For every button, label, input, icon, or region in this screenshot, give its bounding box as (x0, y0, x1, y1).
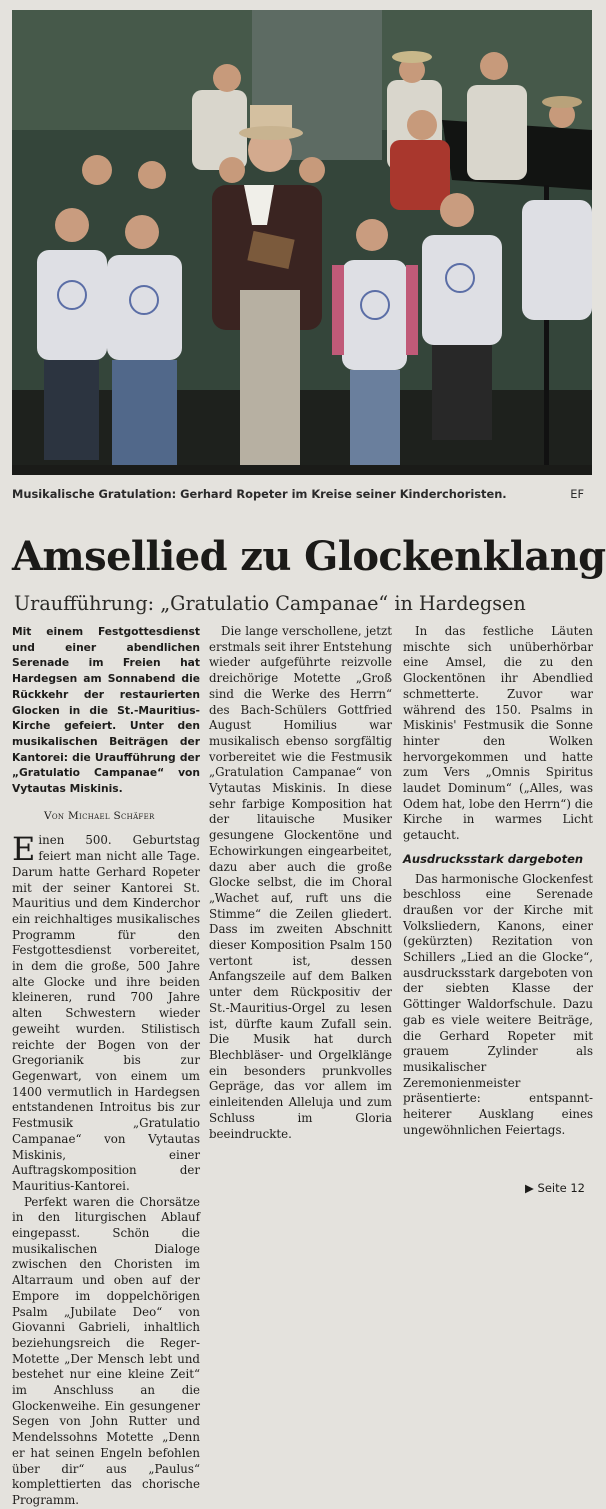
continued-on-page-link[interactable]: ▶ Seite 12 (521, 1181, 585, 1197)
article-column-3 (403, 624, 593, 1200)
body-paragraph-1-text: inen 500. Geburtstag feiert man nicht alle Tage. Darum hatte Gerhard Ropeter mit der seiner Kantorei St. Mauritius und dem Kinderchor ein reichhaltiges musikalisches Programm für den Festgottesdienst vorbereitet, in dem die große, 500 Jahre alte Glocke und ihre beiden kleineren, rund 700 Jahre alten Schwestern wieder geweiht wurden. Stilistisch reichte der Bogen von der Gregorianik bis zur Gegenwart, von einem um 1400 vermutlich in Hardegsen entstandenen Introitus bis zur Festmusik „Gratulatio Campanae“ von Vytautas Miskinis, einer Auftragskomposition der Mauritius-Kantorei. (12, 833, 200, 1193)
article-byline: Von Michael Schäfer (44, 809, 155, 822)
body-paragraph-2: Perfekt waren die Chorsätze in den liturgischen Ablauf eingepasst. Schön die musikalischen Dialoge zwischen den Choristen im Altarraum und oben auf der Empore im doppelchörigen Psalm „Jubilate Deo“ von Giovanni Gabrieli, inhaltlich beziehungsreich die Reger-Motette „Der Mensch lebt und bestehet nur eine kleine Zeit“ im Anschluss an die Glockenweihe. Ein gesungener Segen von John Rutter und Mendelssohns Motette „Denn er hat seinen Engeln befohlen über dir“ aus „Paulus“ komplettierten das chorische Programm. (12, 1194, 200, 1507)
drop-cap: E (12, 830, 36, 869)
article-column-1 (12, 624, 200, 1507)
article-interheading: Ausdrucksstark dargeboten (403, 851, 584, 866)
article-lead: Mit einem Festgottesdienst und einer abendlichen Serenade im Freien hat Hardegsen am Sonnabend die Rückkehr der restaurierten Glocken in die St.-Mauritius-Kirche gefeiert. Unter den musikalischen Beiträgen der Kantorei: die Uraufführung der „Gratulatio Campanae“ von Vytautas Miskinis. (12, 625, 200, 796)
article-column-2 (209, 624, 392, 1200)
caption-text: Musikalische Gratulation: Gerhard Ropeter im Kreise seiner Kinderchoristen. (12, 487, 507, 501)
body-paragraph-5: Das harmonische Glockenfest beschloss eine Serenade draußen vor der Kirche mit Volksliedern, Kanons, einer (gekürzten) Rezitation von Schillers „Lied an die Glocke“, ausdrucksstark dargeboten von der siebten Klasse der Göttinger Waldorfschule. Dazu gab es viele weitere Beiträge, die Gerhard Ropeter mit grauem Zylinder als musikalischer Zeremonienmeister präsentierte: entspannt-heiterer Ausklang eines ungewöhnlichen Feiertags. (403, 871, 593, 1137)
article-photo (12, 10, 592, 475)
body-paragraph-3: Die lange verschollene, jetzt erstmals seit ihrer Entstehung wieder aufgeführte reizvolle dreichörige Motette „Groß sind die Werke des Herrn“ des Bach-Schülers Gottfried August Homilius war musikalisch ebenso sorgfältig vorbereitet wie die Festmusik „Gratulation Campanae“ von Vytautas Miskinis. In diese sehr farbige Komposition hat der litauische Musiker gesungene Glockentöne und Echowirkungen eingearbeitet, dazu aber auch die große Glocke selbst, die im Choral „Wachet auf, ruft uns die Stimme“ die Zeilen gliedert. Dass im zweiten Abschnitt dieser Komposition Psalm 150 vertont ist, dessen Anfangszeile auf dem Balken unter dem Rückpositiv der St.-Mauritius-Orgel zu lesen ist, dürfte kaum Zufall sein. Die Musik hat durch Blechbläser- und Orgelklänge ein besonders prunkvolles Gepräge, das vor allem im einleitenden Alleluja und zum Schluss im Gloria beeindruckte. (209, 624, 392, 1141)
photo-credit: EF (570, 487, 584, 501)
article-subheadline: Uraufführung: „Gratulatio Campanae“ in Hardegsen (14, 592, 526, 615)
article-headline: Amsellied zu Glockenklang (12, 533, 606, 580)
body-paragraph-4: In das festliche Läuten mischte sich unüberhörbar eine Amsel, die zu den Glockentönen ihr Abendlied schmetterte. Zuvor war während des 150. Psalms in Miskinis' Festmusik die Sonne hinter den Wolken hervorgekommen und hatte zum Vers „Omnis Spiritus laudet Dominum“ („Alles, was Odem hat, lobe den Herrn“) die Kirche in warmes Licht getaucht. (403, 624, 593, 843)
choir-photo-illustration (12, 10, 592, 475)
body-paragraph-1 (12, 830, 200, 1194)
photo-caption (12, 487, 590, 501)
